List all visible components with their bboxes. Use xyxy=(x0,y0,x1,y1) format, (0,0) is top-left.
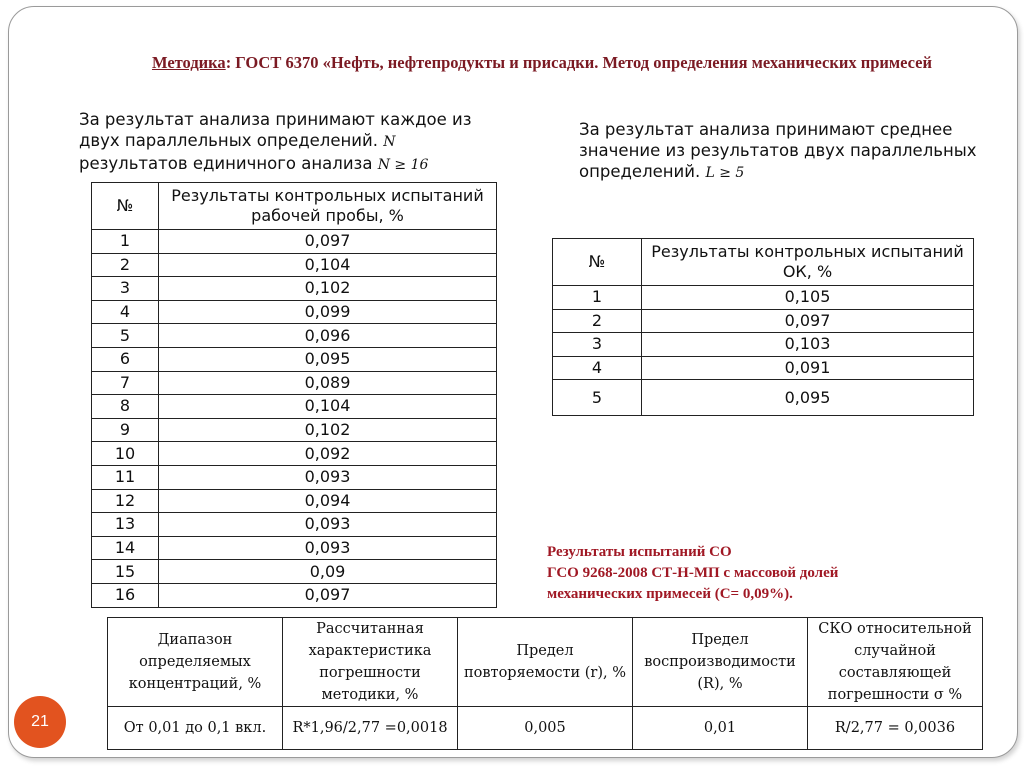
table-row xyxy=(92,395,497,419)
table-row xyxy=(92,513,497,537)
cell-value: 0,093 xyxy=(159,465,497,489)
cell-number: 2 xyxy=(553,309,642,333)
left-paragraph xyxy=(79,109,499,176)
table-row xyxy=(553,380,974,416)
cell-number: 5 xyxy=(92,324,159,348)
cell-number: 10 xyxy=(92,442,159,466)
cell-value: 0,095 xyxy=(159,347,497,371)
column-header-range: Диапазон определяемых концентраций, % xyxy=(108,618,283,707)
column-header-repeatability: Предел повторяемости (r), % xyxy=(458,618,633,707)
cell-value: 0,091 xyxy=(642,356,974,380)
table-row xyxy=(92,324,497,348)
table-row xyxy=(92,560,497,584)
note-line-3: механических примесей (С= 0,09%). xyxy=(547,586,793,602)
table-row xyxy=(92,230,497,254)
table-row xyxy=(553,286,974,310)
slide-title xyxy=(112,52,972,73)
table-row xyxy=(92,536,497,560)
table-row xyxy=(92,253,497,277)
cell-value: 0,094 xyxy=(159,489,497,513)
work-sample-rows xyxy=(92,230,497,608)
cell-number: 9 xyxy=(92,418,159,442)
table-row xyxy=(92,371,497,395)
table-row xyxy=(92,465,497,489)
cell-number: 1 xyxy=(553,286,642,310)
left-paragraph-text: За результат анализа принимают каждое из двух параллельных определений. xyxy=(79,110,472,150)
cell-value: 0,104 xyxy=(159,395,497,419)
cell-value: 0,105 xyxy=(642,286,974,310)
cell-range: От 0,01 до 0,1 вкл. xyxy=(108,707,283,750)
cell-value: 0,097 xyxy=(159,583,497,607)
right-paragraph xyxy=(579,119,979,184)
table-header-row xyxy=(92,183,497,230)
left-paragraph-text2: результатов единичного анализа xyxy=(79,154,373,173)
column-header-results: Результаты контрольных испытаний рабочей пробы, % xyxy=(159,183,497,230)
cell-number: 14 xyxy=(92,536,159,560)
cell-reproducibility: 0,01 xyxy=(633,707,808,750)
right-paragraph-text: За результат анализа принимают среднее значение из результатов двух параллельных определений. xyxy=(579,120,977,181)
cell-number: 13 xyxy=(92,513,159,537)
table-row xyxy=(92,277,497,301)
cell-number: 2 xyxy=(92,253,159,277)
title-text: : ГОСТ 6370 «Нефть, нефтепродукты и присадки. Метод определения механических примесей xyxy=(225,53,933,72)
cell-value: 0,103 xyxy=(642,333,974,357)
cell-number: 4 xyxy=(553,356,642,380)
reference-material-note xyxy=(547,542,967,605)
column-header-results: Результаты контрольных испытаний ОК, % xyxy=(642,239,974,286)
cell-value: 0,09 xyxy=(159,560,497,584)
table-row xyxy=(553,356,974,380)
column-header-number: № xyxy=(92,183,159,230)
table-row xyxy=(553,333,974,357)
cell-number: 4 xyxy=(92,300,159,324)
cell-value: 0,102 xyxy=(159,277,497,301)
table-row xyxy=(92,442,497,466)
cell-value: 0,092 xyxy=(159,442,497,466)
cell-sko: R/2,77 = 0,0036 xyxy=(808,707,983,750)
table-row xyxy=(92,418,497,442)
table-row xyxy=(92,347,497,371)
cell-error: R*1,96/2,77 =0,0018 xyxy=(283,707,458,750)
cell-value: 0,099 xyxy=(159,300,497,324)
cell-value: 0,093 xyxy=(159,513,497,537)
cell-number: 15 xyxy=(92,560,159,584)
accuracy-characteristics-table xyxy=(107,617,983,750)
table-header-row xyxy=(553,239,974,286)
cell-number: 11 xyxy=(92,465,159,489)
cell-value: 0,093 xyxy=(159,536,497,560)
cell-value: 0,089 xyxy=(159,371,497,395)
left-paragraph-var: N xyxy=(383,134,396,150)
column-header-sko: СКО относительной случайной составляющей погрешности σ % xyxy=(808,618,983,707)
cell-value: 0,104 xyxy=(159,253,497,277)
cell-value: 0,097 xyxy=(642,309,974,333)
cell-number: 6 xyxy=(92,347,159,371)
cell-number: 3 xyxy=(92,277,159,301)
cell-value: 0,096 xyxy=(159,324,497,348)
work-sample-results-table xyxy=(91,182,497,608)
cell-number: 1 xyxy=(92,230,159,254)
column-header-number: № xyxy=(553,239,642,286)
table-row xyxy=(92,489,497,513)
table-row xyxy=(108,707,983,750)
cell-repeatability: 0,005 xyxy=(458,707,633,750)
column-header-error: Рассчитанная характеристика погрешности методики, % xyxy=(283,618,458,707)
control-rows xyxy=(553,286,974,416)
cell-number: 16 xyxy=(92,583,159,607)
cell-number: 7 xyxy=(92,371,159,395)
table-header-row xyxy=(108,618,983,707)
title-label: Методика xyxy=(151,53,226,72)
cell-value: 0,102 xyxy=(159,418,497,442)
control-results-table xyxy=(552,238,974,416)
right-paragraph-condition: L ≥ 5 xyxy=(705,165,745,181)
table-row xyxy=(553,309,974,333)
left-paragraph-condition: N ≥ 16 xyxy=(377,157,429,173)
cell-number: 5 xyxy=(553,380,642,416)
cell-number: 12 xyxy=(92,489,159,513)
column-header-reproducibility: Предел воспроизводимости (R), % xyxy=(633,618,808,707)
note-line-2: ГСО 9268-2008 СТ-Н-МП с массовой долей xyxy=(547,565,839,581)
cell-value: 0,097 xyxy=(159,230,497,254)
cell-number: 8 xyxy=(92,395,159,419)
page-number-badge: 21 xyxy=(14,696,66,748)
note-line-1: Результаты испытаний СО xyxy=(547,544,732,560)
table-row xyxy=(92,300,497,324)
table-row xyxy=(92,583,497,607)
cell-number: 3 xyxy=(553,333,642,357)
cell-value: 0,095 xyxy=(642,380,974,416)
